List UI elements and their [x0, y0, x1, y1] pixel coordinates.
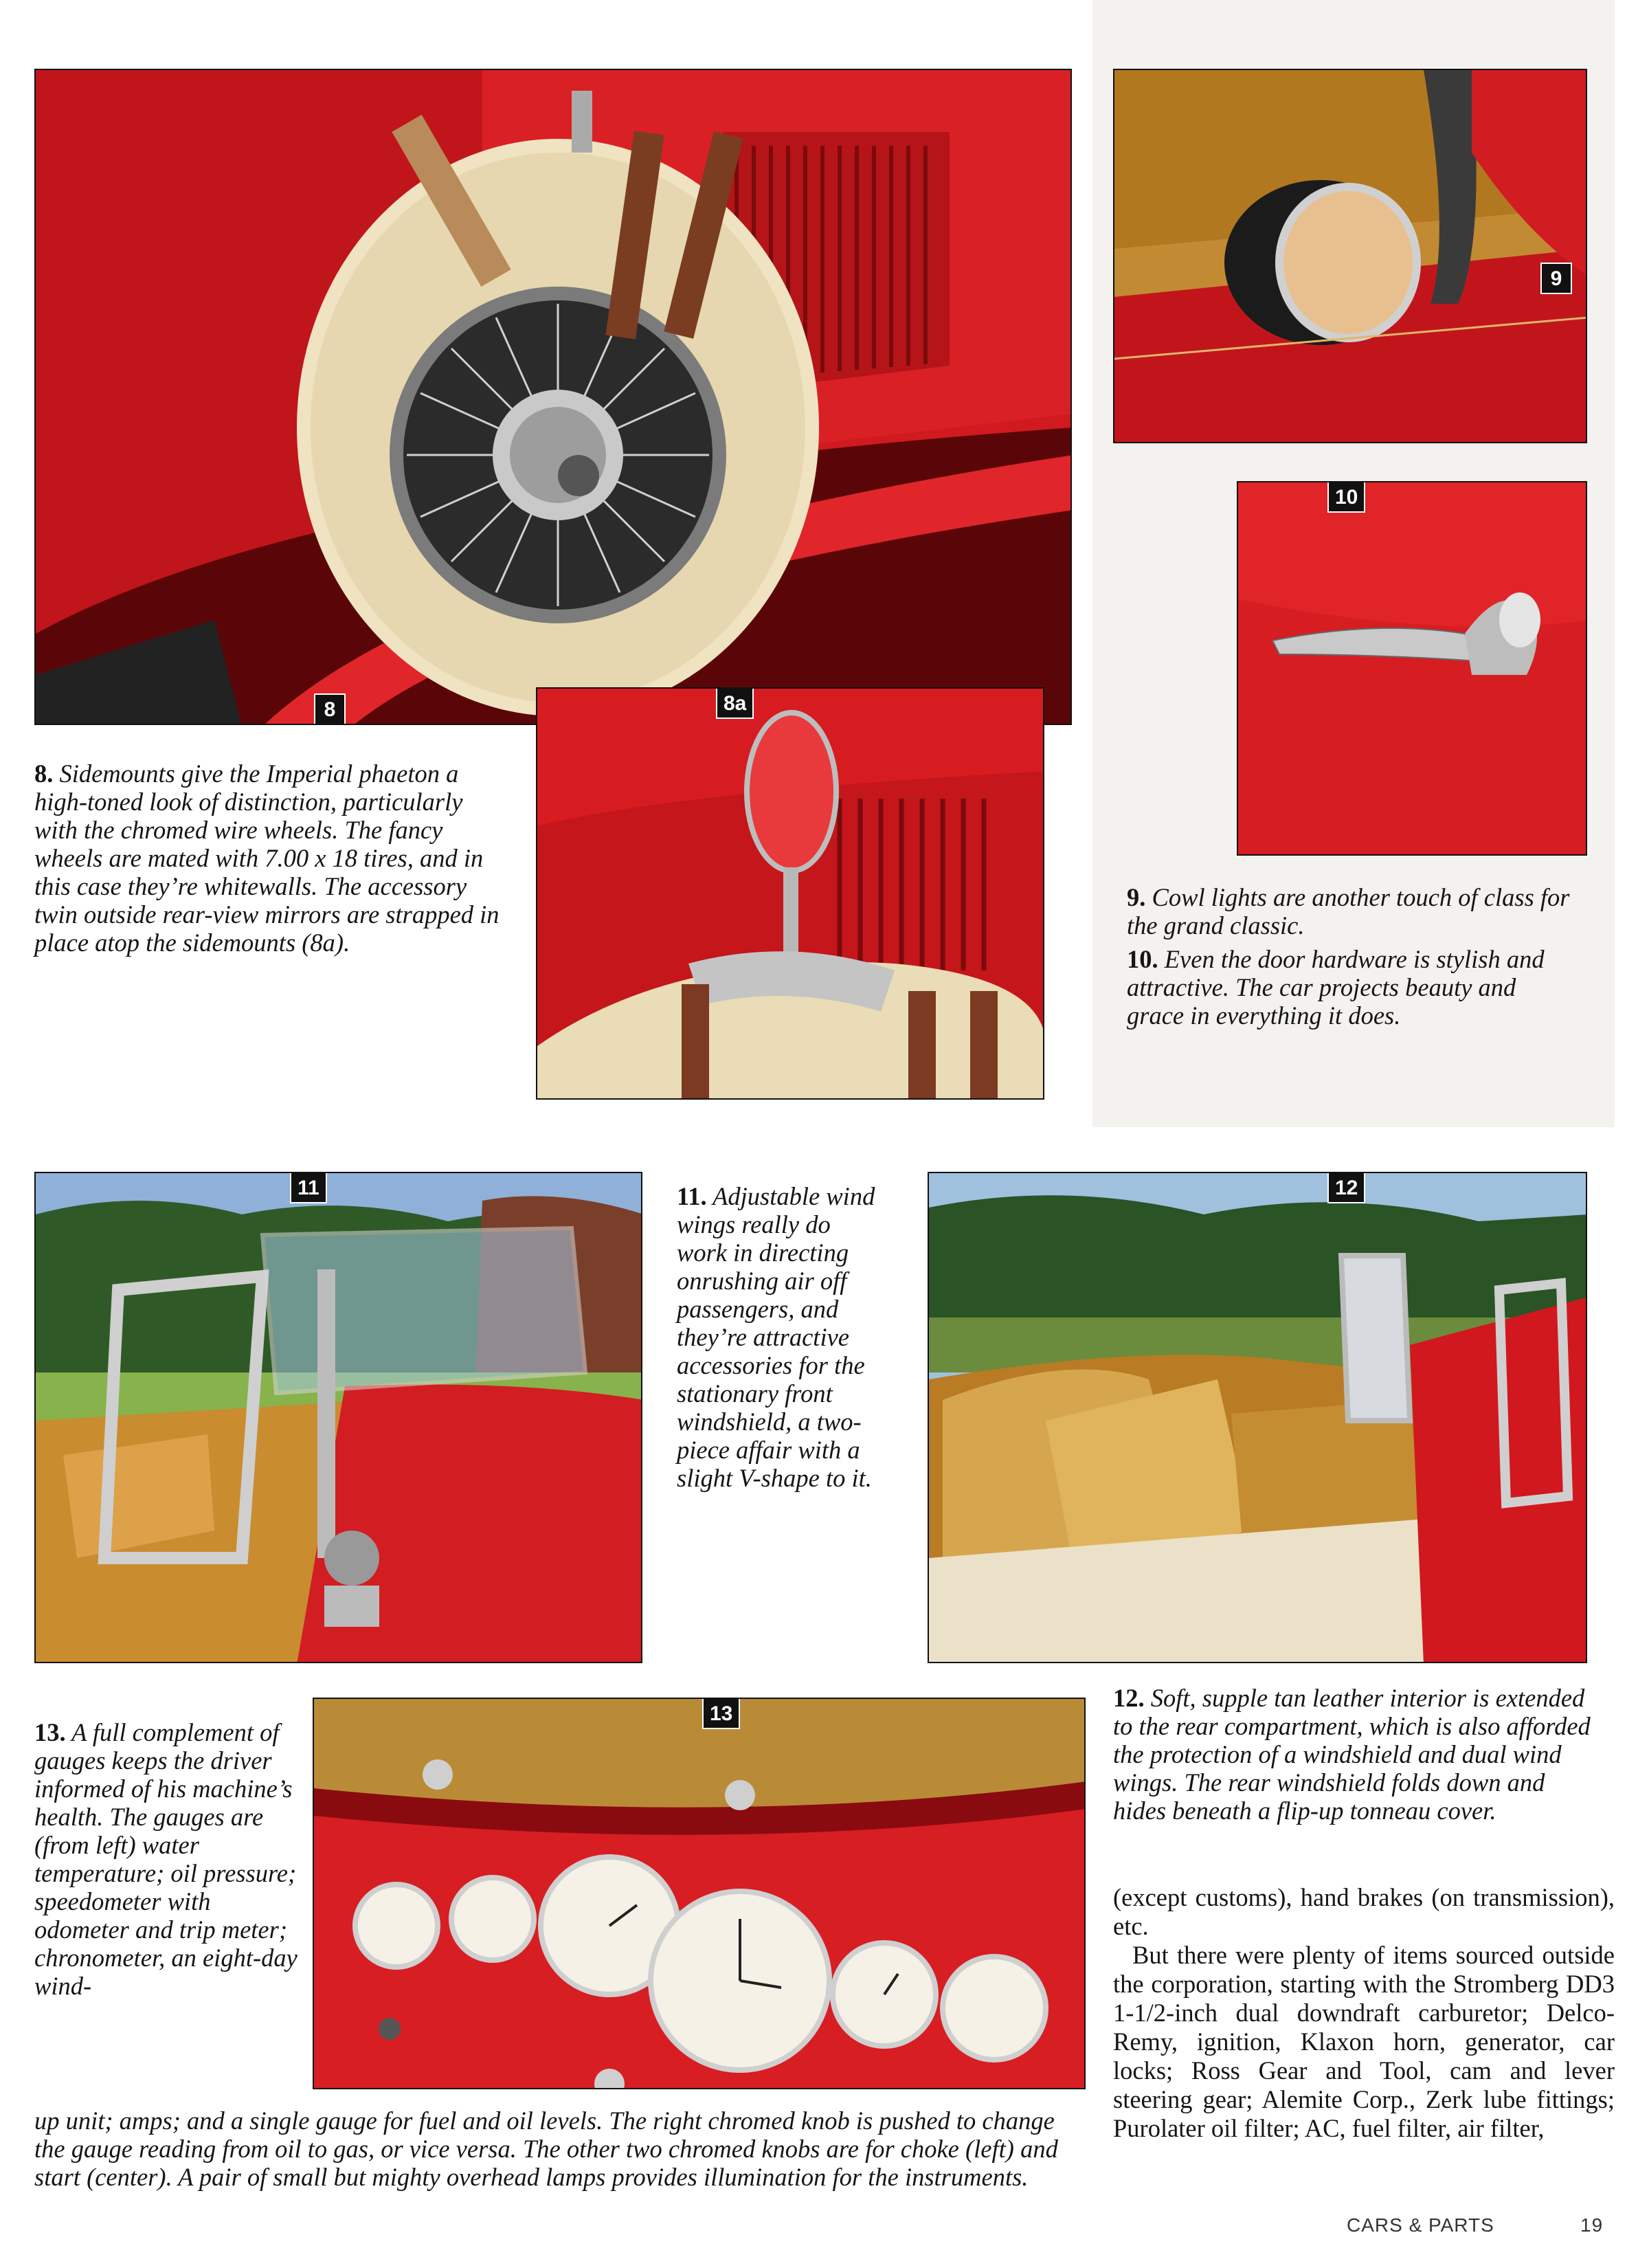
caption-10-text: Even the door hardware is stylish and attractive. The car projects beauty and grace in everything it does.	[1127, 945, 1545, 1030]
caption-12-text: Soft, supple tan leather interior is extended to the rear compartment, which is also afforded the protection of a windshield and dual wind wings. The rear windshield folds down and hides beneath a flip-up tonneau cover.	[1113, 1684, 1591, 1825]
photo-8a-illustration	[537, 689, 1044, 1100]
photo-10-illustration	[1238, 482, 1587, 856]
photo-13-illustration	[314, 1699, 1086, 2089]
caption-8-text: Sidemounts give the Imperial phaeton a high-toned look of distinction, particularly with the chromed wire wheels. The fancy wheels are mated with 7.00 x 18 tires, and in this case they’re whitewalls. The accessory twin outside rear-view mirrors are strapped in place atop the sidemounts (8a).	[34, 759, 500, 957]
caption-11	[677, 1182, 883, 1492]
caption-9-number: 9.	[1127, 883, 1146, 911]
caption-12	[1113, 1684, 1594, 1825]
caption-12-number: 12.	[1113, 1684, 1145, 1712]
photo-9-cowl-light	[1113, 69, 1587, 443]
photo-13-instrument-panel	[313, 1698, 1086, 2089]
caption-10-number: 10.	[1127, 945, 1158, 973]
photo-12-rear-compartment	[928, 1172, 1587, 1663]
photo-9-illustration	[1114, 70, 1587, 443]
caption-8	[34, 759, 508, 957]
photo-9-number-tag: 9	[1540, 263, 1572, 294]
caption-13-text-b: up unit; amps; and a single gauge for fuel and oil levels. The right chromed knob is pushed to change the gauge reading from oil to gas, or vice versa. The other two chromed knobs are for choke (left) and start (center). A pair of small but mighty overhead lamps provides illumination for the instruments.	[34, 2106, 1058, 2191]
caption-11-number: 11.	[677, 1182, 707, 1210]
caption-9	[1127, 883, 1573, 940]
photo-8a-number-tag: 8a	[716, 687, 754, 719]
photo-11-wind-wing	[34, 1172, 642, 1663]
photo-8a-mirror	[536, 687, 1044, 1100]
body-paragraph-1: (except customs), hand brakes (on transmission), etc.	[1113, 1883, 1615, 1940]
photo-12-illustration	[929, 1173, 1587, 1663]
photo-8-number-tag: 8	[314, 693, 346, 725]
caption-9-text: Cowl lights are another touch of class for the grand classic.	[1127, 883, 1570, 940]
body-paragraph-2: But there were plenty of items sourced outside the corporation, starting with the Stromberg DD3 1-1/2-inch dual downdraft carburetor; Delco-Remy, ignition, Klaxon horn, generator, car locks; Ross Gear and Tool, cam and lever steering gear; Alemite Corp., Zerk lube fittings; Purolater oil filter; AC, fuel filter, air filter,	[1113, 1941, 1615, 2142]
caption-10	[1127, 945, 1573, 1030]
caption-11-text: Adjustable wind wings really do work in directing onrushing air off passengers, and they’re attractive accessories for the stationary front windshield, a two-piece affair with a slight V-shape to it.	[677, 1182, 875, 1492]
caption-13-text-a: A full complement of gauges keeps the driver informed of his machine’s health. The gauges are (from left) water temperature; oil pressure; speedometer with odometer and trip meter; chronometer, an eight-day wind-	[34, 1718, 298, 2000]
photo-11-illustration	[36, 1173, 642, 1663]
photo-8-sidemount-wheel	[34, 69, 1072, 725]
caption-8-number: 8.	[34, 759, 54, 788]
caption-13-number: 13.	[34, 1718, 66, 1746]
footer-magazine-name: CARS & PARTS	[1347, 2214, 1494, 2236]
body-text-column	[1113, 1883, 1615, 2143]
photo-12-number-tag: 12	[1327, 1172, 1365, 1203]
caption-13-part-b	[34, 2106, 1086, 2191]
footer-page-number: 19	[1580, 2214, 1604, 2236]
photo-10-door-handle	[1237, 481, 1587, 856]
photo-10-number-tag: 10	[1327, 481, 1365, 513]
photo-8-illustration	[36, 70, 1072, 725]
photo-13-number-tag: 13	[702, 1698, 740, 1729]
photo-11-number-tag: 11	[290, 1172, 327, 1203]
caption-13-part-a	[34, 1718, 299, 2000]
